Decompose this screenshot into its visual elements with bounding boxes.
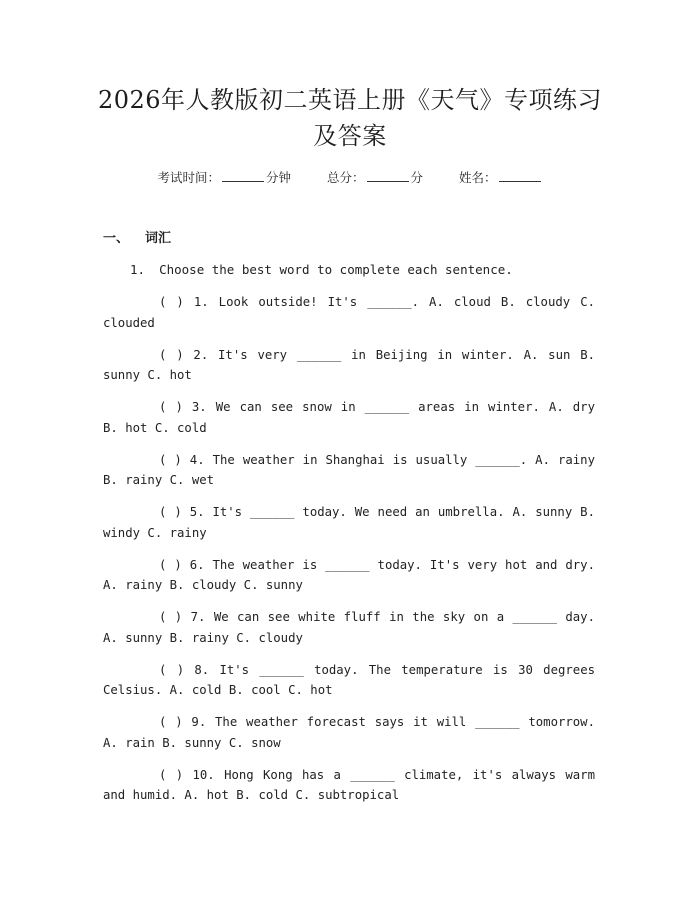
section-heading — [103, 230, 171, 248]
document-title: 2026年人教版初二英语上册《天气》专项练习及答案 — [97, 86, 603, 150]
student-name-field — [459, 168, 543, 188]
question-item: ( ) 6. The weather is ______ today. It's very hot and dry. A. rainy B. cloudy C. sunny — [103, 557, 595, 592]
question-item: ( ) 5. It's ______ today. We need an umbrella. A. sunny B. windy C. rainy — [103, 505, 595, 540]
section-number: 一、 — [103, 231, 130, 246]
exam-time-label: 考试时间： — [157, 170, 220, 185]
exam-time-unit: 分钟 — [265, 170, 291, 185]
question-item: ( ) 3. We can see snow in ______ areas in winter. A. dry B. hot C. cold — [103, 400, 595, 435]
total-score-label: 总分： — [326, 170, 365, 185]
total-score-field — [327, 168, 423, 188]
exam-time-field — [157, 168, 291, 188]
student-name-label: 姓名： — [459, 170, 497, 185]
exam-info-line — [0, 168, 700, 188]
question-list — [103, 292, 595, 817]
question-item: ( ) 10. Hong Kong has a ______ climate, it's always warm and humid. A. hot B. cold C. subtropical — [103, 767, 595, 802]
instruction-number: 1. — [130, 262, 146, 277]
section-title: 词汇 — [145, 231, 172, 246]
question-item: ( ) 9. The weather forecast says it will ______ tomorrow. A. rain B. sunny C. snow — [103, 715, 595, 750]
student-name-blank — [499, 169, 541, 182]
question-item: ( ) 8. It's ______ today. The temperature is 30 degrees Celsius. A. cold B. cool C. hot — [103, 662, 595, 697]
total-score-unit: 分 — [410, 170, 424, 185]
instruction-text: Choose the best word to complete each sentence. — [159, 262, 513, 277]
question-item: ( ) 7. We can see white fluff in the sky on a ______ day. A. sunny B. rainy C. cloudy — [103, 610, 595, 645]
question-item: ( ) 1. Look outside! It's ______. A. cloud B. cloudy C. clouded — [103, 295, 595, 330]
instruction-line — [130, 261, 513, 279]
exam-time-blank — [222, 169, 264, 182]
question-item: ( ) 2. It's very ______ in Beijing in winter. A. sun B. sunny C. hot — [103, 347, 595, 382]
total-score-blank — [367, 169, 409, 182]
question-item: ( ) 4. The weather in Shanghai is usually ______. A. rainy B. rainy C. wet — [103, 452, 595, 487]
